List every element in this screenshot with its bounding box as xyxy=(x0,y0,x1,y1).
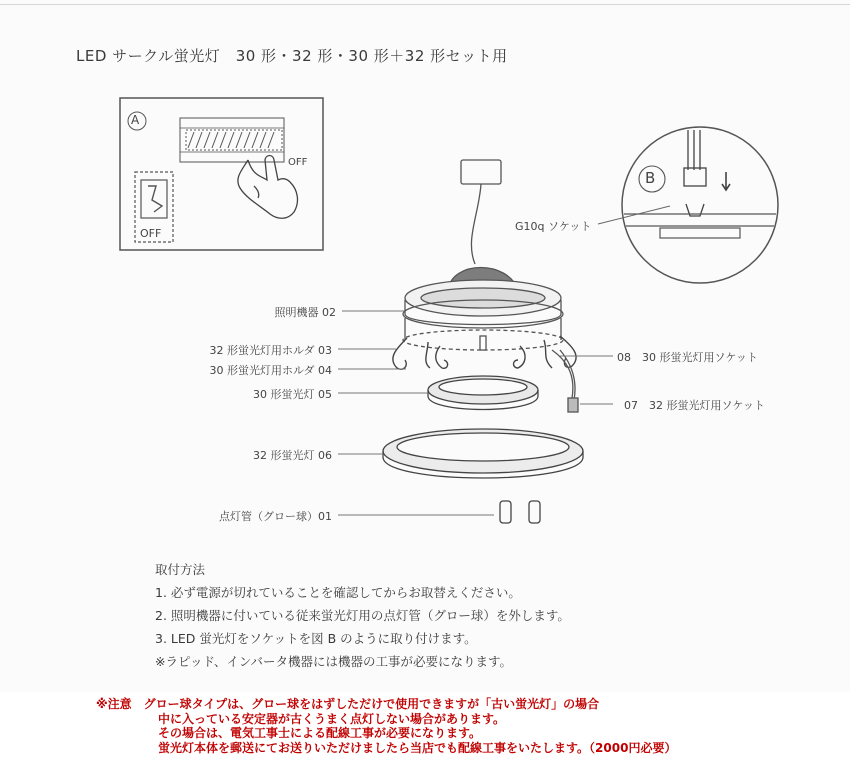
part-05-label: 30 形蛍光灯 05 xyxy=(253,388,332,401)
switch-off-label: OFF xyxy=(140,227,162,240)
notice-line-4: 蛍光灯本体を郵送にてお送りいただけましたら当店でも配線工事をいたします。（2000円必要） xyxy=(158,740,677,755)
part-03-label: 32 形蛍光灯用ホルダ 03 xyxy=(209,344,332,357)
glow-lamp-icons xyxy=(500,501,540,523)
caution-notice xyxy=(96,697,836,755)
part-01-label: 点灯管（グロー球）01 xyxy=(219,510,332,523)
leader-lines xyxy=(338,311,613,515)
fixture-body xyxy=(403,268,563,351)
part-08-label: 08 30 形蛍光灯用ソケット xyxy=(617,351,758,364)
instruction-step-3: 3. LED 蛍光灯をソケットを図 B のように取り付けます。 xyxy=(155,631,477,646)
breaker-off-label: OFF xyxy=(288,157,308,168)
part-07-label: 07 32 形蛍光灯用ソケット xyxy=(624,399,765,412)
part-04-label: 30 形蛍光灯用ホルダ 04 xyxy=(209,364,332,377)
g10q-socket-label: G10q ソケット xyxy=(515,220,592,233)
panel-a-marker: A xyxy=(131,113,140,127)
detail-b-marker: B xyxy=(645,169,656,187)
part-02-label: 照明機器 02 xyxy=(274,306,336,319)
part-06-label: 32 形蛍光灯 06 xyxy=(253,449,332,462)
tube-32 xyxy=(383,429,583,478)
detail-b xyxy=(598,127,778,283)
instructions-heading: 取付方法 xyxy=(155,562,206,577)
instruction-note: ※ラピッド、インバータ機器には機器の工事が必要になります。 xyxy=(155,654,512,669)
instruction-step-2: 2. 照明機器に付いている従来蛍光灯用の点灯管（グロー球）を外します。 xyxy=(155,608,570,623)
ceiling-box xyxy=(461,160,501,264)
page-title: LED サークル蛍光灯 30 形・32 形・30 形＋32 形セット用 xyxy=(76,47,508,65)
notice-line-1: ※注意 グロー球タイプは、グロー球をはずしただけで使用できますが「古い蛍光灯」の場合 xyxy=(96,697,600,711)
tube-30 xyxy=(428,376,538,410)
instruction-step-1: 1. 必ず電源が切れていることを確認してからお取替えください。 xyxy=(155,585,521,600)
notice-line-3: その場合は、電気工事士による配線工事が必要になります。 xyxy=(158,726,482,740)
socket-pin-icon xyxy=(684,130,706,216)
notice-line-2: 中に入っている安定器が古くうまく点灯しない場合があります。 xyxy=(158,711,506,726)
down-arrow-icon xyxy=(722,172,730,190)
